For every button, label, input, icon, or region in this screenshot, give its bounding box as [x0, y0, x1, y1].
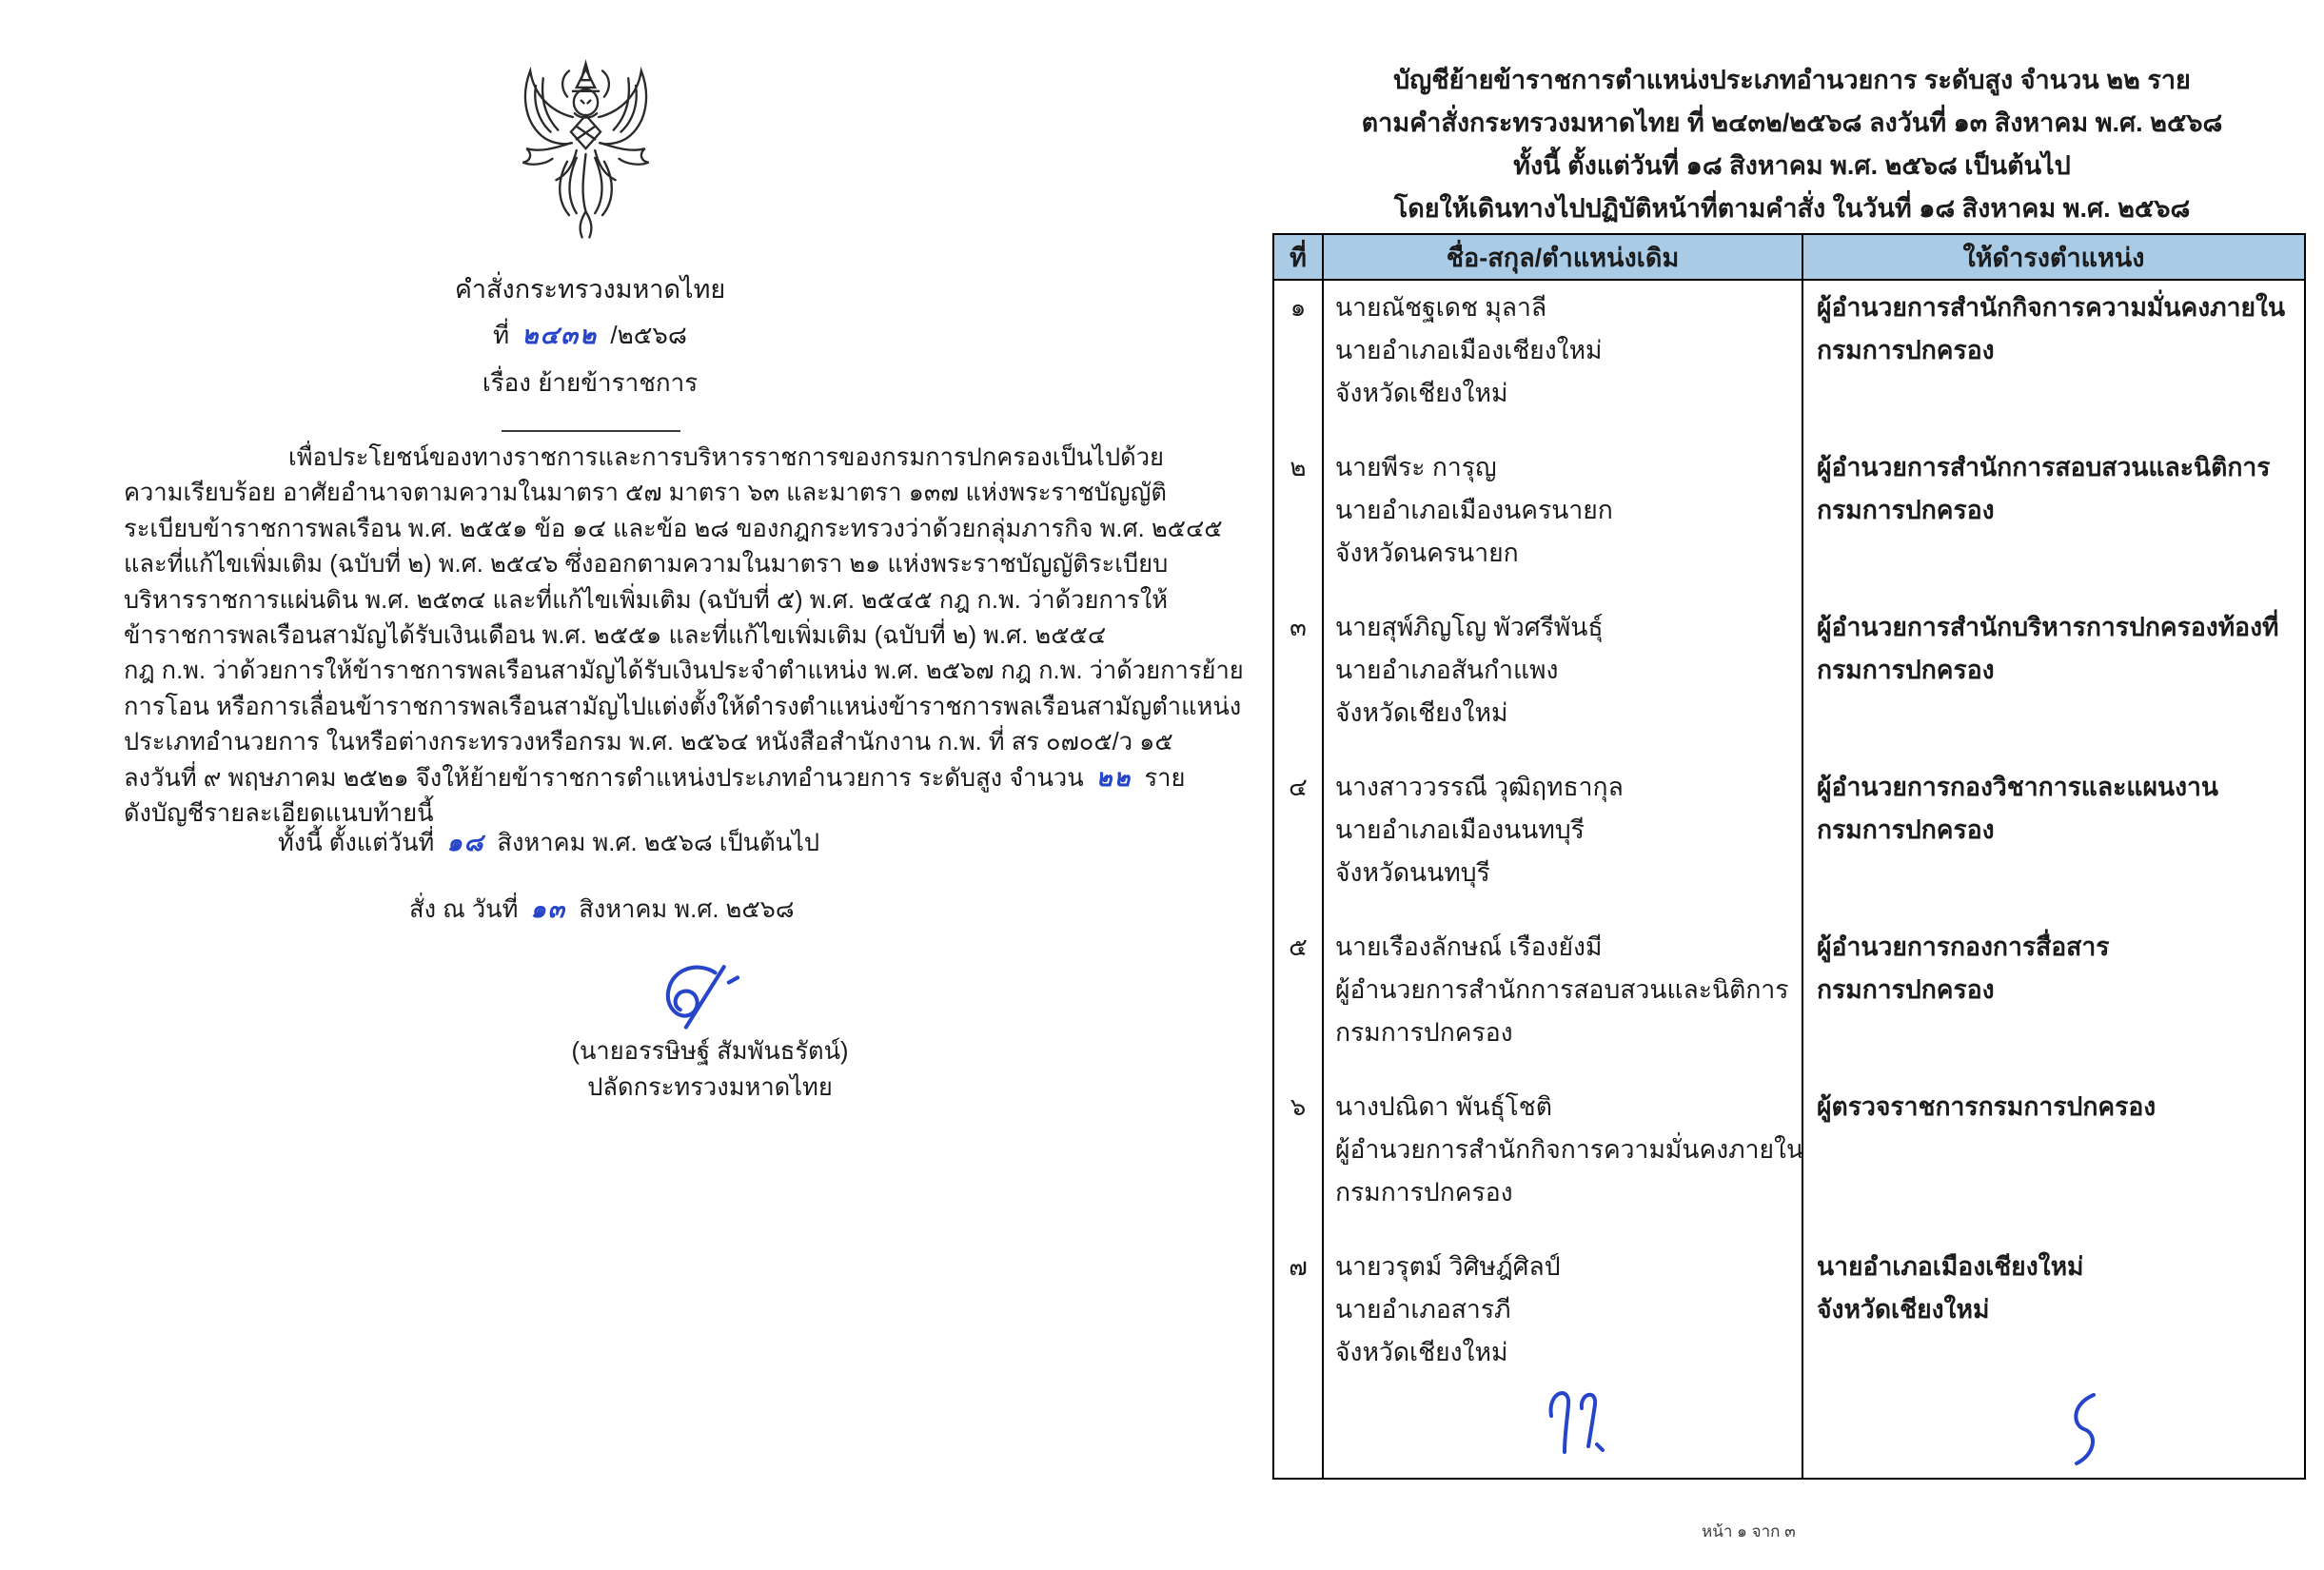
annex-header-line: ทั้งนี้ ตั้งแต่วันที่ ๑๘ สิงหาคม พ.ศ. ๒๕๖๘ เป็นต้นไป: [1513, 151, 2071, 180]
annex-header-line: ตามคำสั่งกระทรวงมหาดไทย ที่ ๒๔๓๒/๒๕๖๘ ลงวันที่ ๑๓ สิงหาคม พ.ศ. ๒๕๖๘: [1361, 108, 2223, 137]
to-line: ผู้อำนวยการกองวิชาการและแผนงาน: [1817, 773, 2219, 801]
order-number-prefix: ที่: [493, 321, 517, 349]
row-to-cell: [1803, 920, 2304, 1080]
row-number: ๒: [1274, 441, 1324, 600]
column-header-to: ให้ดำรงตำแหน่ง: [1962, 243, 2145, 272]
from-line: นายวรุตม์ วิศิษฎ์ศิลป์: [1335, 1252, 1561, 1281]
table-row: [1274, 1240, 2304, 1400]
effective-pre: ทั้งนี้ ตั้งแต่วันที่: [278, 830, 442, 856]
body-line: ดังบัญชีรายละเอียดแนบท้ายนี้: [124, 800, 434, 828]
effective-date-line: [278, 824, 819, 862]
from-line: นายอำเภอเมืองนนทบุรี: [1335, 815, 1585, 844]
signer-block: [520, 1033, 900, 1106]
row-from-cell: [1324, 1080, 1803, 1240]
issued-pre: สั่ง ณ วันที่: [409, 896, 525, 923]
row-to-cell: [1803, 760, 2304, 920]
table-row: [1274, 760, 2304, 920]
order-number-line: [0, 316, 1180, 354]
issued-post: สิงหาคม พ.ศ. ๒๕๖๘: [572, 896, 795, 923]
row-to-cell: [1803, 600, 2304, 760]
from-line: จังหวัดเชียงใหม่: [1335, 1338, 1508, 1366]
to-line: จังหวัดเชียงใหม่: [1817, 1295, 1990, 1324]
annex-table: [1272, 233, 2306, 1480]
from-line: นายเรืองลักษณ์ เรืองยังมี: [1335, 932, 1603, 961]
to-line: ผู้อำนวยการสำนักการสอบสวนและนิติการ: [1817, 453, 2271, 481]
page-number-footer: หน้า ๑ จาก ๓: [1702, 1522, 1796, 1541]
row-number: ๖: [1274, 1080, 1324, 1240]
row-to-cell: [1803, 1400, 2304, 1478]
to-line: กรมการปกครอง: [1817, 656, 1995, 684]
to-line: กรมการปกครอง: [1817, 975, 1995, 1004]
from-line: นางปณิดา พันธุ์โชติ: [1335, 1092, 1552, 1121]
from-line: กรมการปกครอง: [1335, 1018, 1513, 1047]
from-line: ผู้อำนวยการสำนักการสอบสวนและนิติการ: [1335, 975, 1789, 1004]
from-line: นายอำเภอเมืองเชียงใหม่: [1335, 336, 1603, 364]
handwritten-check-mark: [1538, 1378, 1620, 1473]
row-to-cell: [1803, 1080, 2304, 1240]
from-line: จังหวัดเชียงใหม่: [1335, 379, 1508, 407]
body-line: ความเรียบร้อย อาศัยอำนาจตามความในมาตรา ๕๗ มาตรา ๖๓ และมาตรา ๑๓๗ แห่งพระราชบัญญัติ: [124, 480, 1167, 507]
from-line: นายสุพ์ภิญโญ พัวศรีพันธุ์: [1335, 613, 1604, 641]
effective-date-handwritten: ๑๘: [446, 830, 485, 856]
body-line-text: ราย: [1137, 764, 1186, 792]
table-row: [1274, 281, 2304, 441]
row-from-cell: [1324, 920, 1803, 1080]
table-row: [1274, 441, 2304, 600]
title-divider: [502, 430, 680, 432]
order-number-handwritten: ๒๔๓๒: [522, 321, 599, 349]
from-line: กรมการปกครอง: [1335, 1178, 1513, 1207]
table-row: [1274, 600, 2304, 760]
body-line: บริหารราชการแผ่นดิน พ.ศ. ๒๕๓๔ และที่แก้ไขเพิ่มเติม (ฉบับที่ ๕) พ.ศ. ๒๕๔๕ กฎ ก.พ. ว่าด้วยการให้: [124, 586, 1169, 614]
signer-title: ปลัดกระทรวงมหาดไทย: [587, 1074, 833, 1101]
issued-date-handwritten: ๑๓: [530, 896, 567, 923]
table-body: [1274, 281, 2304, 1478]
annex-header: [1275, 59, 2309, 230]
order-number-suffix: /๒๕๖๘: [603, 321, 687, 349]
table-row: [1274, 1080, 2304, 1240]
row-from-cell: [1324, 441, 1803, 600]
body-line: และที่แก้ไขเพิ่มเติม (ฉบับที่ ๒) พ.ศ. ๒๕๔๖ ซึ่งออกตามความในมาตรา ๒๑ แห่งพระราชบัญญัติระเบียบ: [124, 551, 1169, 579]
table-header-row: [1274, 235, 2304, 281]
to-line: นายอำเภอเมืองเชียงใหม่: [1817, 1252, 2084, 1281]
row-number: ๗: [1274, 1240, 1324, 1400]
body-line: การโอน หรือการเลื่อนข้าราชการพลเรือนสามัญไปแต่งตั้งให้ดำรงตำแหน่งข้าราชการพลเรือนสามัญตำแหน่ง: [124, 693, 1242, 720]
annex-header-line: โดยให้เดินทางไปปฏิบัติหน้าที่ตามคำสั่ง ในวันที่ ๑๘ สิงหาคม พ.ศ. ๒๕๖๘: [1393, 194, 2191, 223]
row-from-cell: [1324, 760, 1803, 920]
row-from-cell: [1324, 1240, 1803, 1400]
row-number: ๑: [1274, 281, 1324, 441]
to-line: ผู้อำนวยการสำนักกิจการความมั่นคงภายใน: [1817, 293, 2286, 322]
from-line: นายพีระ การุญ: [1335, 453, 1497, 481]
from-line: ผู้อำนวยการสำนักกิจการความมั่นคงภายใน: [1335, 1135, 1804, 1164]
column-header-from: ชื่อ-สกุล/ตำแหน่งเดิม: [1324, 235, 1803, 279]
handwritten-initial-mark: [2063, 1387, 2105, 1478]
from-line: จังหวัดนครนายก: [1335, 539, 1519, 567]
body-line: ระเบียบข้าราชการพลเรือน พ.ศ. ๒๕๕๑ ข้อ ๑๔ และข้อ ๒๘ ของกฎกระทรวงว่าด้วยกลุ่มภารกิจ พ.ศ. ๒๕๔๕: [124, 515, 1223, 542]
row-number: ๓: [1274, 600, 1324, 760]
body-line: เพื่อประโยชน์ของทางราชการและการบริหารราชการของกรมการปกครองเป็นไปด้วย: [288, 444, 1164, 471]
issued-date-line: [409, 891, 795, 929]
from-line: นายอำเภอสันกำแพง: [1335, 656, 1559, 684]
body-line: กฎ ก.พ. ว่าด้วยการให้ข้าราชการพลเรือนสามัญได้รับเงินประจำตำแหน่ง พ.ศ. ๒๕๖๗ กฎ ก.พ. ว่าด้วยการย้าย: [124, 657, 1244, 685]
body-paragraph: [124, 441, 1244, 832]
to-line: ผู้ตรวจราชการกรมการปกครอง: [1817, 1092, 2157, 1121]
row-number: ๔: [1274, 760, 1324, 920]
table-row: [1274, 1400, 2304, 1478]
annex-header-line: บัญชีย้ายข้าราชการตำแหน่งประเภทอำนวยการ ระดับสูง จำนวน ๒๒ ราย: [1393, 66, 2191, 94]
column-header-no: ที่: [1274, 235, 1324, 279]
body-line: ประเภทอำนวยการ ในหรือต่างกระทรวงหรือกรม พ.ศ. ๒๕๖๔ หนังสือสำนักงาน ก.พ. ที่ สร ๐๗๐๕/ว ๑๕: [124, 729, 1173, 756]
row-to-cell: [1803, 281, 2304, 441]
body-line-text: ลงวันที่ ๙ พฤษภาคม ๒๕๒๑ จึงให้ย้ายข้าราชการตำแหน่งประเภทอำนวยการ ระดับสูง จำนวน: [124, 764, 1091, 792]
row-to-cell: [1803, 1240, 2304, 1400]
to-line: กรมการปกครอง: [1817, 336, 1995, 364]
to-line: ผู้อำนวยการกองการสื่อสาร: [1817, 932, 2110, 961]
effective-post: สิงหาคม พ.ศ. ๒๕๖๘ เป็นต้นไป: [490, 830, 820, 856]
row-number: [1274, 1400, 1324, 1478]
handwritten-number: ๒๒: [1095, 764, 1132, 792]
to-line: กรมการปกครอง: [1817, 815, 1995, 844]
to-line: ผู้อำนวยการสำนักบริหารการปกครองท้องที่: [1817, 613, 2279, 641]
from-line: จังหวัดเชียงใหม่: [1335, 698, 1508, 727]
order-title: คำสั่งกระทรวงมหาดไทย: [454, 275, 726, 304]
row-to-cell: [1803, 441, 2304, 600]
from-line: นายณัชฐเดช มุลาลี: [1335, 293, 1547, 322]
body-line: [124, 761, 1186, 796]
garuda-emblem-icon: [502, 57, 669, 281]
from-line: จังหวัดนนทบุรี: [1335, 858, 1490, 887]
row-number: ๕: [1274, 920, 1324, 1080]
table-row: [1274, 920, 2304, 1080]
body-line: ข้าราชการพลเรือนสามัญได้รับเงินเดือน พ.ศ. ๒๕๕๑ และที่แก้ไขเพิ่มเติม (ฉบับที่ ๒) พ.ศ. ๒๕๕๔: [124, 622, 1107, 650]
to-line: กรมการปกครอง: [1817, 496, 1995, 524]
row-from-cell: [1324, 281, 1803, 441]
from-line: นายอำเภอเมืองนครนายก: [1335, 496, 1613, 524]
order-subject: เรื่อง ย้ายข้าราชการ: [482, 368, 699, 397]
from-line: นายอำเภอสารภี: [1335, 1295, 1511, 1324]
order-title-block: [0, 270, 1180, 402]
row-from-cell: [1324, 600, 1803, 760]
signer-name: (นายอรรษิษฐ์ สัมพันธรัตน์): [571, 1038, 849, 1065]
from-line: นางสาววรรณี วุฒิฤทธากุล: [1335, 773, 1624, 801]
